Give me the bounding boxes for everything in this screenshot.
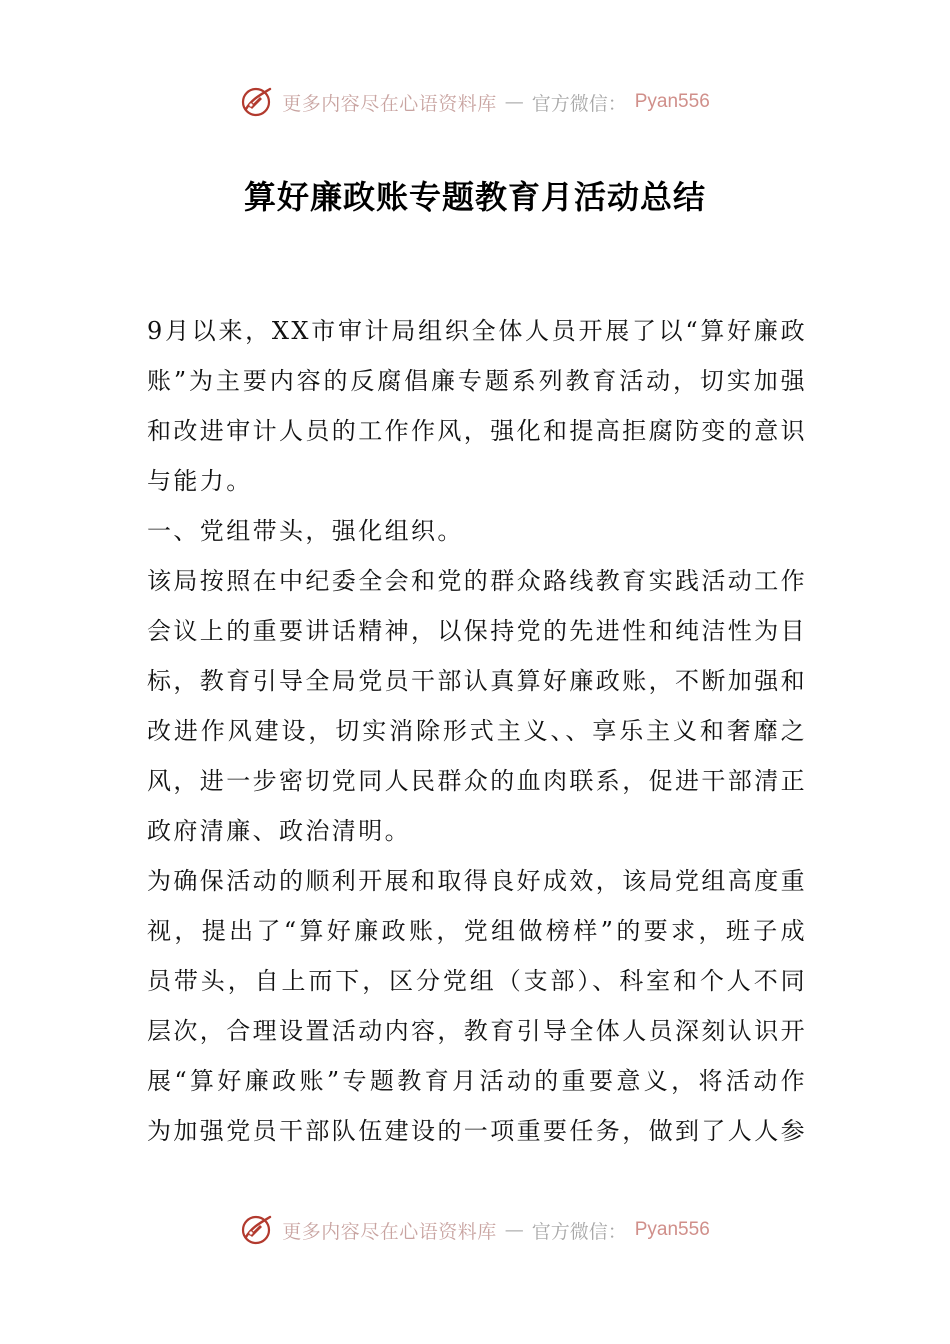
watermark-separator: — — [504, 1219, 524, 1241]
watermark-wechat-label: 官方微信： — [531, 92, 627, 115]
document-body — [147, 306, 807, 1156]
section-heading-1: 一、党组带头，强化组织。 — [147, 517, 464, 545]
paragraph-section-1-a: 该局按照在中纪委全会和党的群众路线教育实践活动工作会议上的重要讲话精神，以保持党的先进性和纯洁性为目标，教育引导全局党员干部认真算好廉政账，不断加强和改进作风建设，切实消除形式主义、、享乐主义和奢靡之风，进一步密切党同人民群众的血肉联系，促进干部清正政府清廉、政治清明。 — [147, 567, 807, 845]
watermark-separator: — — [504, 91, 524, 113]
pen-logo-icon — [240, 85, 274, 119]
watermark-main-text: 更多内容尽在心语资料库 — [282, 92, 497, 115]
footer-watermark — [0, 1210, 950, 1250]
paragraph-intro: 9月以来，XX市审计局组织全体人员开展了以“算好廉政账”为主要内容的反腐倡廉专题系列教育活动，切实加强和改进审计人员的工作作风，强化和提高拒腐防变的意识与能力。 — [147, 317, 807, 495]
paragraph-section-1-b: 为确保活动的顺利开展和取得良好成效，该局党组高度重视，提出了“算好廉政账，党组做榜样”的要求，班子成员带头，自上而下，区分党组（支部）、科室和个人不同层次，合理设置活动内容，教育引导全体人员深刻认识开展“算好廉政账”专题教育月活动的重要意义，将活动作为加强党员干部队伍建设的一项重要任务，做到了人人参 — [147, 867, 807, 1145]
watermark-wechat-id: Pyan556 — [634, 1219, 710, 1240]
header-watermark — [0, 82, 950, 122]
document-title: 算好廉政账专题教育月活动总结 — [243, 178, 706, 216]
watermark-wechat-id: Pyan556 — [634, 91, 710, 112]
watermark-wechat-label: 官方微信： — [531, 1220, 627, 1243]
watermark-main-text: 更多内容尽在心语资料库 — [282, 1220, 497, 1243]
pen-logo-icon — [240, 1213, 274, 1247]
